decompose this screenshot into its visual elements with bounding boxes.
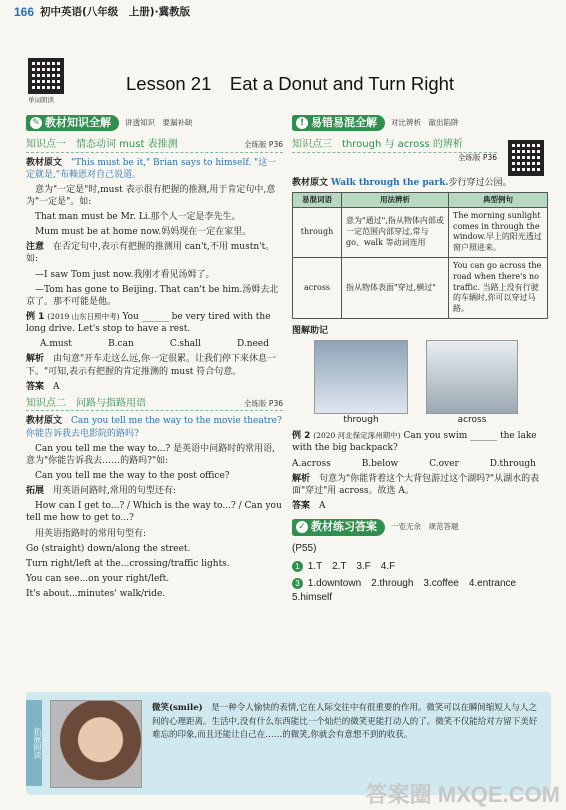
page-number: 166 — [14, 5, 35, 19]
table-header: 用法辨析 — [342, 192, 449, 207]
text-line: Can you tell me the way to the post office? — [26, 470, 230, 481]
text-line: —Tom has gone to Beijing. That can't be him.汤姆去北京了。那不可能是他。 — [26, 284, 279, 307]
table-cell: 指从物体表面"穿过,横过" — [342, 258, 449, 319]
table-cell: 意为"通过",指从物体内部或一定范围内部穿过,常与 go、walk 等动词连用 — [342, 207, 449, 257]
example-2-answer: 答案 A — [292, 501, 326, 512]
table-cell: The morning sunlight comes in through the window.早上的阳光透过窗户照进来。 — [449, 207, 548, 257]
section-header-confusables: ! 易错易混全解 对比辨析 澈出陷阱 — [292, 114, 548, 132]
qr-caption: 单词朗读 — [28, 96, 54, 104]
kp2-content — [26, 415, 283, 600]
kp1-content — [26, 157, 283, 309]
text-line: You can see...on your right/left. — [26, 573, 170, 584]
section-header-answers: ✓ 教材练习答案 一览无余 规范答题 — [292, 518, 548, 536]
text-line: 意为"一定是"时,must 表示很有把握的推测,用于肯定句中,意为"一定是"。如: — [26, 184, 276, 207]
right-column: ! 易错易混全解 对比辨析 澈出陷阱 知识点三 through 与 across 的辨析 全练版 P36 教材原文 Walk through the park.步行穿过公园。 易混词语 用法辨析 典型例句 through 意为"通过",指从物体内部或一定范围内部穿过,常与 go、walk 等动词连用 The morning sunlight comes in through the window.早上的阳光透过窗户照进来。 across 指从物体表面"穿过,横过" You can go across the road when there's no traffic. 当路上没有行驶的车辆时,你可以穿过马路。 图解助记 through across 例 2 (2020 河北保定涿州期中) Can you swim ______ the lake with the big backpack? A.across B.below C.over D.through 解析 句意为"你能背着这个大背包游过这个湖吗?"从湖水的表面"穿过"用 across。故选 A。 答案 A ✓ 教材练习答案 一览无余 规范答题 (P55) 1 1.T 2.T 3.F 4.F 3 1.downtown 2.through 3.coffee 4.entrance 5.himself — [292, 114, 548, 608]
example-1-answer: 答案 A — [26, 381, 60, 392]
book-series-title: 初中英语(八年级 上册)·冀教版 — [40, 6, 191, 18]
lesson-title: Lesson 21 Eat a Donut and Turn Right — [126, 73, 455, 94]
example-1-analysis: 解析 由句意"开车走这么远,你一定很累。让我们停下来休息一下。"可知,表示有把握的肯定推测的 must 符合句意。 — [26, 354, 277, 377]
answers — [292, 542, 548, 604]
knowledge-point-3: 知识点三 through 与 across 的辨析 — [292, 138, 497, 153]
qr-code-icon[interactable] — [28, 58, 64, 94]
bridge-train-illustration — [426, 340, 518, 414]
text-line: 拓展 用英语问路时,常用的句型还有: — [26, 486, 176, 497]
image-label: through — [343, 415, 379, 426]
watermark: 答案圈 MXQE.COM — [365, 782, 560, 808]
comparison-table — [292, 192, 548, 319]
example-2-analysis: 解析 句意为"你能背着这个大背包游过这个湖吗?"从湖水的表面"穿过"用 across。故选 A。 — [292, 473, 540, 496]
table-row — [293, 207, 548, 257]
tunnel-train-illustration — [314, 340, 408, 414]
knowledge-point-2: 知识点二 问路与指路用语 全练版 P36 — [26, 397, 283, 412]
table-header: 易混词语 — [293, 192, 342, 207]
example-1-options: A.must B.can C.shall D.need — [40, 339, 269, 350]
pencil-icon: ✓ — [296, 521, 308, 533]
left-column — [26, 114, 283, 603]
text-line: Can you tell me the way to...? 是英语中问路时的常用语,意为"你能告诉我去……的路吗?"如: — [26, 443, 275, 466]
table-cell: You can go across the road when there's no traffic. 当路上没有行驶的车辆时,你可以穿过马路。 — [449, 258, 548, 319]
table-row — [293, 258, 548, 319]
text-line: 注意 在否定句中,表示有把握的推测用 can't,不用 mustn't。如: — [26, 242, 275, 265]
text-line: Turn right/left at the...crossing/traffic lights. — [26, 558, 230, 569]
illustrations — [314, 340, 548, 426]
example-2-options: A.across B.below C.over D.through — [292, 458, 536, 469]
original-text: 教材原文 Walk through the park.步行穿过公园。 — [292, 177, 512, 188]
text-line: Mum must be at home now.妈妈现在一定在家里。 — [26, 227, 252, 238]
qr-code-icon[interactable] — [508, 140, 544, 176]
text-line: —I saw Tom just now.我刚才看见汤姆了。 — [26, 269, 215, 280]
warning-icon: ! — [296, 117, 308, 129]
text-line: 用英语指路时的常用句型有: — [26, 528, 147, 539]
reading-text: 微笑(smile) 是一种令人愉快的表情,它在人际交往中有很重要的作用。微笑可以在瞬间缩短人与人之间的心理距离。生活中,没有什么东西能比一个灿烂的微笑更能打动人的了。微笑不仅能给对方留下美好难忘的印象,而且还能让自己在……的微笑,你就会有意想不到的收获。 — [152, 703, 538, 741]
image-label: across — [457, 415, 487, 426]
mnemonic-label: 图解助记 — [292, 326, 329, 337]
example-2: 例 2 (2020 河北保定涿州期中) Can you swim ______ the lake with the big backpack? — [292, 431, 537, 454]
text-line: 教材原文 "This must be it," Brian says to himself. "这一定就是,"布赖恩对自己说道。 — [26, 157, 277, 180]
text-line: How can I get to...? / Which is the way to...? / Can you tell me how to get to...? — [26, 501, 282, 524]
answers-page: (P55) — [292, 543, 317, 555]
book-icon: ✎ — [30, 117, 42, 129]
example-1: 例 1 (2019 山东日照中考) You ______ be very tired with the long drive. Let's stop to have a rest. — [26, 312, 271, 335]
table-header: 典型例句 — [449, 192, 548, 207]
answers-row-1: 1 1.T 2.T 3.F 4.F — [292, 560, 548, 574]
smiling-woman-photo — [50, 700, 142, 788]
section-header-knowledge: ✎ 教材知识全解 讲透知识 要漏补缺 — [26, 114, 283, 132]
text-line: Go (straight) down/along the street. — [26, 543, 191, 554]
knowledge-point-1: 知识点一 情态动词 must 表推测 全练版 P36 — [26, 138, 283, 153]
text-line: 教材原文 Can you tell me the way to the movie theatre? 你能告诉我去电影院的路吗? — [26, 416, 282, 439]
answers-row-2: 3 1.downtown 2.through 3.coffee 4.entrance 5.himself — [292, 578, 517, 603]
table-cell: through — [293, 207, 342, 257]
text-line: That man must be Mr. Li.那个人一定是李先生。 — [26, 212, 241, 223]
table-cell: across — [293, 258, 342, 319]
text-line: It's about...minutes' walk/ride. — [26, 589, 166, 600]
reading-tag: 拓展阅读 — [26, 700, 42, 786]
